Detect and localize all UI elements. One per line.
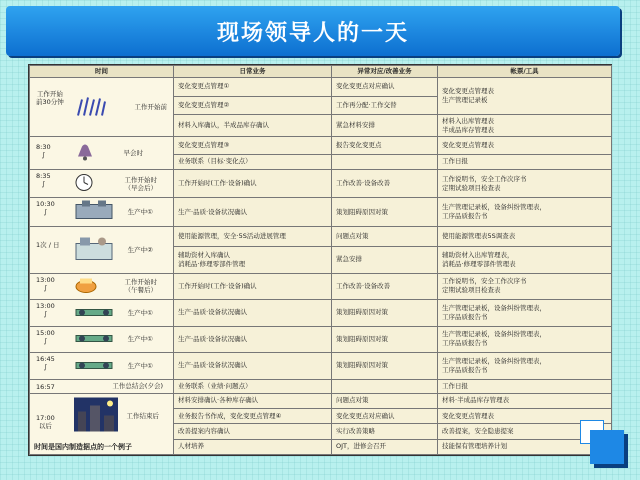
exception-cell: 工作改善·设备改善 xyxy=(332,273,438,299)
activity-label: 生产中② xyxy=(127,245,153,254)
forms-cell: 辅助资材入出库管理表， 消耗品·修理零部件管理表 xyxy=(438,247,612,273)
time-block xyxy=(30,137,174,170)
daily-cell: 辅助资材入库确认 消耗品·修理零部件管理 xyxy=(174,247,332,273)
exception-cell: 工作改善·设备改善 xyxy=(332,169,438,198)
exception-cell: 工作再分配·工作交替 xyxy=(332,96,438,114)
exception-cell: 策划阻碍原因对策 xyxy=(332,300,438,326)
activity-label: 生产中① xyxy=(127,308,153,317)
activity-label: 工作结束后 xyxy=(126,411,159,420)
time-label: 16:45 ∫ xyxy=(36,355,55,372)
forms-cell: 工作日报 xyxy=(438,154,612,169)
time-label: 13:00 ∫ xyxy=(36,302,55,319)
time-label: 17:00 以后 xyxy=(36,413,55,430)
conveyor-icon xyxy=(74,356,114,375)
night-city-icon xyxy=(74,397,118,434)
conveyor-icon xyxy=(74,303,114,322)
header-exception: 异常对应/改善业务 xyxy=(332,66,438,78)
time-block xyxy=(30,169,174,198)
daily-cell: 工作开始时(工作·设备)确认 xyxy=(174,273,332,299)
time-block xyxy=(30,273,174,299)
header-forms: 帐票/工具 xyxy=(438,66,612,78)
time-block xyxy=(30,78,174,137)
daily-cell: 变化变更点管理① xyxy=(174,78,332,96)
daily-cell: 生产·品质·设备状况确认 xyxy=(174,198,332,227)
forms-cell: 工作说明书，安全工作次序书 定期试验项目检查表 xyxy=(438,169,612,198)
people-icon xyxy=(74,94,108,121)
time-label: 10:30 ∫ xyxy=(36,200,55,217)
header-daily: 日常业务 xyxy=(174,66,332,78)
activity-label: 生产中① xyxy=(127,335,153,344)
schedule-table xyxy=(28,64,612,456)
forms-cell: 材料·半成品库存管理表 xyxy=(438,393,612,408)
daily-cell: 变化变更点管理② xyxy=(174,96,332,114)
exception-cell: 变化变更点对应确认 xyxy=(332,409,438,424)
exception-cell: 策划阻碍原因对策 xyxy=(332,353,438,379)
activity-label: 早会时 xyxy=(123,149,143,158)
exception-cell: 紧急安排 xyxy=(332,247,438,273)
activity-label: 生产中① xyxy=(127,361,153,370)
forms-cell: 生产管理记录板，设备纠纷管理表， 工序品质报告书 xyxy=(438,326,612,352)
forms-cell: 改善提案，安全隐患提案 xyxy=(438,424,612,439)
daily-cell: 生产·品质·设备状况确认 xyxy=(174,326,332,352)
time-label: 15:00 ∫ xyxy=(36,328,55,345)
forms-cell: 技能保有管理培养计划 xyxy=(438,439,612,454)
daily-cell: 改善提案内容确认 xyxy=(174,424,332,439)
time-block xyxy=(30,226,174,273)
time-label: 16:57 xyxy=(36,382,55,391)
exception-cell xyxy=(332,379,438,393)
time-label: 工作开始 前30分钟 xyxy=(36,90,64,107)
activity-label: 工作开始前 xyxy=(134,103,167,112)
time-label: 13:00 ∫ xyxy=(36,275,55,292)
daily-cell: 材料入库确认，半成品库存确认 xyxy=(174,114,332,136)
daily-cell: 生产·品质·设备状况确认 xyxy=(174,300,332,326)
exception-cell: 策划阻碍原因对策 xyxy=(332,198,438,227)
time-label: 8:35 ∫ xyxy=(36,171,51,188)
daily-cell: 使用能源管理，安全·5S活动进展管理 xyxy=(174,226,332,246)
daily-cell: 生产·品质·设备状况确认 xyxy=(174,353,332,379)
time-block xyxy=(30,326,174,352)
exception-cell: 实行改善策略 xyxy=(332,424,438,439)
footnote: 时间是国内制造据点的一个例子 xyxy=(34,443,132,451)
forms-cell: 变化变更点管理表 xyxy=(438,137,612,154)
time-block xyxy=(30,353,174,379)
exception-cell: 问题点对策 xyxy=(332,226,438,246)
time-block xyxy=(30,300,174,326)
bell-icon xyxy=(74,141,96,166)
exception-cell: 变化变更点对应确认 xyxy=(332,78,438,96)
daily-cell: 工作开始时(工作·设备)确认 xyxy=(174,169,332,198)
forms-cell: 变化变更点管理表 生产管理记录板 xyxy=(438,78,612,115)
activity-label: 工作总结会(夕会) xyxy=(112,382,163,391)
page-title: 现场领导人的一天 xyxy=(6,6,620,56)
forms-cell: 生产管理记录板，设备纠纷管理表， 工序品质报告书 xyxy=(438,198,612,227)
header-time: 时间 xyxy=(30,66,174,78)
exception-cell: OJT，进修会召开 xyxy=(332,439,438,454)
daily-cell: 业务联系（目标·变化点） xyxy=(174,154,332,169)
daily-cell: 人材培养 xyxy=(174,439,332,454)
time-block xyxy=(30,198,174,227)
forms-cell: 材料入出库管理表 半成品库存管理表 xyxy=(438,114,612,136)
lunch-icon xyxy=(74,275,98,298)
conveyor-icon xyxy=(74,330,114,349)
forms-cell: 工作说明书，安全工作次序书 定期试验项目检查表 xyxy=(438,273,612,299)
workshop-icon xyxy=(74,233,114,266)
time-block xyxy=(30,393,174,454)
time-label: 1次 / 日 xyxy=(36,240,60,249)
forms-cell: 使用能源管理表5S调查表 xyxy=(438,226,612,246)
daily-cell: 变化变更点管理③ xyxy=(174,137,332,154)
exception-cell: 紧急材料安排 xyxy=(332,114,438,136)
activity-label: 工作开始时 （午餐后） xyxy=(124,278,157,295)
decor-corner xyxy=(590,430,624,464)
time-label: 8:30 ∫ xyxy=(36,143,51,160)
exception-cell: 策划阻碍原因对策 xyxy=(332,326,438,352)
forms-cell: 生产管理记录板，设备纠纷管理表， 工序品质报告书 xyxy=(438,353,612,379)
daily-cell: 材料安排确认·各种库存确认 xyxy=(174,393,332,408)
forms-cell: 变化变更点管理表 xyxy=(438,409,612,424)
exception-cell: 问题点对策 xyxy=(332,393,438,408)
forms-cell: 工作日报 xyxy=(438,379,612,393)
activity-label: 生产中① xyxy=(127,208,153,217)
daily-cell: 业务报告书作成，变化变更点管理④ xyxy=(174,409,332,424)
machine-icon xyxy=(74,199,114,226)
exception-cell xyxy=(332,154,438,169)
activity-label: 工作开始时 （早会后） xyxy=(124,175,157,192)
daily-cell: 业务联系（业绩·问题点） xyxy=(174,379,332,393)
forms-cell: 生产管理记录板，设备纠纷管理表， 工序品质报告书 xyxy=(438,300,612,326)
time-block xyxy=(30,379,174,393)
exception-cell: 报告变化变更点 xyxy=(332,137,438,154)
clock-icon xyxy=(74,172,94,195)
